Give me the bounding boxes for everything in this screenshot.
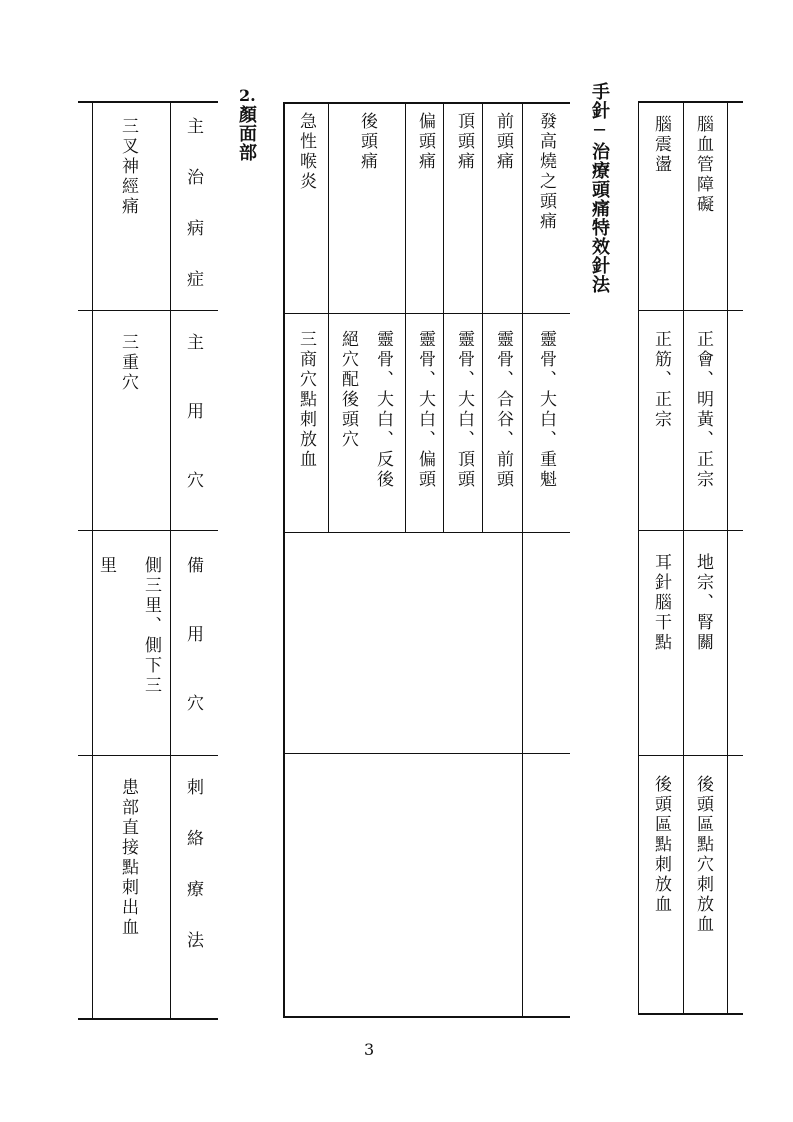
section-number: 2.	[239, 86, 256, 105]
table-rule-top	[283, 102, 570, 104]
backup-point-cell: 地宗、腎關	[693, 553, 713, 653]
main-point-cell-continued: 絕穴配後頭穴	[338, 330, 358, 450]
main-point-cell: 靈骨、大白、反後	[373, 330, 393, 490]
backup-point-cell: 側三里、側下三	[141, 556, 161, 696]
column-divider	[683, 101, 684, 1015]
header-backup-point: 備用穴	[183, 556, 203, 763]
header-disease: 主治病症	[183, 117, 203, 321]
header-bleeding: 刺絡療法	[183, 778, 203, 982]
main-point-cell: 靈骨、大白、偏頭	[415, 330, 435, 490]
bleeding-cell: 後頭區點刺放血	[651, 775, 671, 915]
page-title: 手針─治療頭痛特效針法	[589, 82, 610, 294]
row-divider	[283, 313, 570, 314]
column-divider	[170, 101, 171, 1020]
disease-cell: 頂頭痛	[454, 112, 474, 172]
table-rule-bottom	[283, 1016, 570, 1018]
page-number: 3	[364, 1040, 375, 1059]
column-divider	[405, 102, 406, 532]
disease-cell: 腦血管障礙	[693, 115, 713, 215]
table-rule-top	[78, 101, 218, 103]
column-divider	[443, 102, 444, 532]
main-point-cell: 正會、明黃、正宗	[693, 330, 713, 490]
row-divider	[638, 755, 743, 756]
section-heading	[233, 86, 263, 162]
row-divider	[638, 310, 743, 311]
column-divider	[328, 102, 329, 532]
backup-point-cell: 耳針腦干點	[651, 553, 671, 653]
column-divider	[727, 101, 728, 1015]
backup-point-cell-continued: 里	[96, 556, 116, 576]
disease-cell: 發高燒之頭痛	[536, 112, 556, 232]
disease-cell: 腦震盪	[651, 115, 671, 175]
main-point-cell: 靈骨、大白、頂頭	[454, 330, 474, 490]
disease-cell: 偏頭痛	[415, 112, 435, 172]
column-divider	[638, 101, 639, 1015]
disease-cell: 後頭痛	[357, 112, 377, 172]
column-divider	[482, 102, 483, 532]
header-main-point: 主用穴	[183, 333, 203, 540]
column-divider	[92, 101, 93, 1020]
row-divider	[283, 532, 570, 533]
bleeding-cell: 後頭區點穴刺放血	[693, 775, 713, 935]
row-divider	[638, 530, 743, 531]
row-divider	[283, 753, 570, 754]
section-title: 顏面部	[236, 105, 257, 162]
table-outer-edge	[283, 102, 285, 1018]
disease-cell: 急性喉炎	[296, 112, 316, 192]
main-point-cell: 三重穴	[118, 333, 138, 393]
main-point-cell: 靈骨、合谷、前頭	[493, 330, 513, 490]
bleeding-cell: 患部直接點刺出血	[118, 778, 138, 938]
main-point-cell: 三商穴點刺放血	[296, 330, 316, 470]
main-point-cell: 正筋、正宗	[651, 330, 671, 430]
column-divider	[522, 102, 523, 1016]
disease-cell: 前頭痛	[493, 112, 513, 172]
main-point-cell: 靈骨、大白、重魁	[536, 330, 556, 490]
table-rule-bottom	[78, 1018, 218, 1020]
disease-cell: 三叉神經痛	[118, 117, 138, 217]
